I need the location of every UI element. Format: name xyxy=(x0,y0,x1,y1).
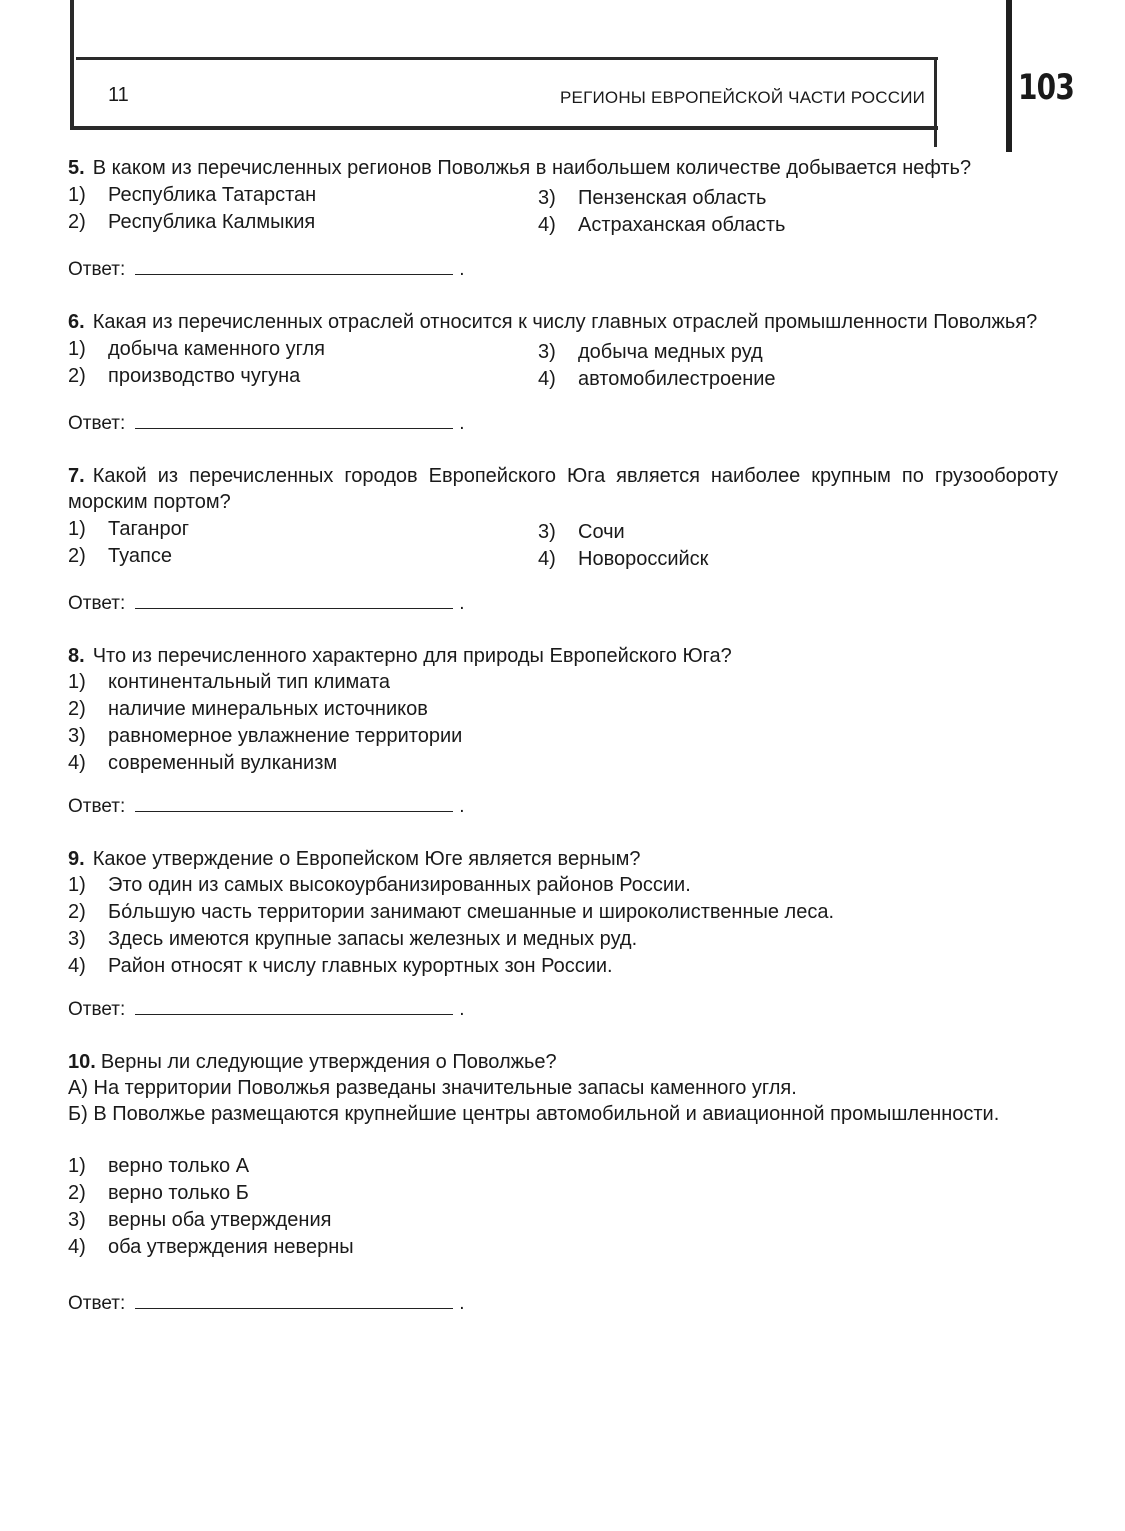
header-frame-top xyxy=(76,57,938,60)
answer-field[interactable] xyxy=(135,408,453,429)
option-text: оба утверждения неверны xyxy=(108,1236,354,1258)
question-body: В каком из перечисленных регионов Поволжья в наибольшем количестве добывается нефть? xyxy=(92,157,972,179)
question-7 xyxy=(68,463,1058,617)
option-text: Астраханская область xyxy=(578,214,786,236)
option-text: добыча медных руд xyxy=(578,341,763,363)
option-4[interactable] xyxy=(538,546,708,572)
option-1[interactable] xyxy=(68,872,1058,898)
option-1[interactable] xyxy=(68,182,538,208)
option-number: 2) xyxy=(68,901,86,923)
answer-end: . xyxy=(459,1293,465,1314)
answer-row xyxy=(68,588,1058,617)
option-number: 2) xyxy=(68,365,86,387)
option-text: Сочи xyxy=(578,521,625,543)
option-4[interactable] xyxy=(68,750,1058,776)
answer-field[interactable] xyxy=(135,254,453,275)
option-3[interactable] xyxy=(68,1207,1058,1233)
question-text xyxy=(68,1049,1058,1075)
options xyxy=(68,182,1058,239)
option-text: добыча каменного угля xyxy=(108,338,326,360)
question-5 xyxy=(68,155,1058,283)
option-number: 2) xyxy=(68,1182,86,1204)
option-3[interactable] xyxy=(68,723,1058,749)
header-frame-right xyxy=(934,57,937,147)
option-number: 3) xyxy=(538,521,556,543)
question-body: Какой из перечисленных городов Европейского Юга является наиболее крупным по грузообороту морским портом? xyxy=(68,465,1058,513)
option-text: верно только А xyxy=(108,1155,250,1177)
question-body: Что из перечисленного характерно для природы Европейского Юга? xyxy=(92,645,732,667)
option-number: 1) xyxy=(68,338,86,360)
question-9 xyxy=(68,846,1058,1023)
option-text: современный вулканизм xyxy=(108,752,338,774)
option-text: Здесь имеются крупные запасы железных и медных руд. xyxy=(108,928,638,950)
answer-label: Ответ: xyxy=(68,593,126,614)
question-text xyxy=(68,463,1058,515)
option-4[interactable] xyxy=(68,1234,1058,1260)
question-text xyxy=(68,155,1058,181)
option-4[interactable] xyxy=(538,366,776,392)
options xyxy=(68,1153,1058,1260)
option-text: Республика Татарстан xyxy=(108,184,317,206)
option-4[interactable] xyxy=(68,953,1058,979)
header-frame-left xyxy=(70,0,74,130)
page-number: 103 xyxy=(1018,68,1075,108)
option-number: 4) xyxy=(538,214,556,236)
question-text xyxy=(68,846,1058,872)
section-title: РЕГИОНЫ ЕВРОПЕЙСКОЙ ЧАСТИ РОССИИ xyxy=(560,88,926,107)
option-2[interactable] xyxy=(68,899,1058,925)
answer-field[interactable] xyxy=(135,1288,453,1309)
option-number: 1) xyxy=(68,874,86,896)
option-2[interactable] xyxy=(68,543,538,569)
answer-label: Ответ: xyxy=(68,1293,126,1314)
option-2[interactable] xyxy=(68,209,538,235)
answer-row xyxy=(68,791,1058,820)
answer-end: . xyxy=(459,796,465,817)
question-number: 9. xyxy=(68,848,85,870)
option-2[interactable] xyxy=(68,1180,1058,1206)
question-text xyxy=(68,643,1058,669)
option-3[interactable] xyxy=(68,926,1058,952)
option-text: Пензенская область xyxy=(578,187,767,209)
option-2[interactable] xyxy=(68,363,538,389)
option-text: Это один из самых высокоурбанизированных районов России. xyxy=(108,874,691,896)
chapter-number: 11 xyxy=(108,84,129,106)
option-number: 2) xyxy=(68,545,86,567)
answer-end: . xyxy=(459,999,465,1020)
options xyxy=(68,872,1058,979)
option-number: 3) xyxy=(68,725,86,747)
answer-end: . xyxy=(459,413,465,434)
option-3[interactable] xyxy=(538,339,776,365)
options xyxy=(68,516,1058,573)
header-frame-bottom xyxy=(70,126,938,130)
option-text: Район относят к числу главных курортных зон России. xyxy=(108,955,613,977)
question-body: Верны ли следующие утверждения о Поволжье? xyxy=(100,1051,557,1073)
options xyxy=(68,669,1058,776)
option-text: производство чугуна xyxy=(108,365,301,387)
question-number: 6. xyxy=(68,311,85,333)
option-number: 4) xyxy=(538,548,556,570)
option-text: Новороссийск xyxy=(578,548,709,570)
option-4[interactable] xyxy=(538,212,785,238)
question-number: 8. xyxy=(68,645,85,667)
answer-end: . xyxy=(459,259,465,280)
question-number: 5. xyxy=(68,157,85,179)
answer-label: Ответ: xyxy=(68,999,126,1020)
option-number: 3) xyxy=(538,187,556,209)
answer-label: Ответ: xyxy=(68,413,126,434)
option-number: 4) xyxy=(68,752,86,774)
option-number: 2) xyxy=(68,211,86,233)
answer-row xyxy=(68,408,1058,437)
option-text: верно только Б xyxy=(108,1182,249,1204)
option-text: Республика Калмыкия xyxy=(108,211,316,233)
question-8 xyxy=(68,643,1058,820)
question-number: 7. xyxy=(68,465,85,487)
question-text xyxy=(68,309,1058,335)
option-number: 3) xyxy=(68,928,86,950)
question-body: Какая из перечисленных отраслей относится к числу главных отраслей промышленности Поволжья? xyxy=(92,311,1038,333)
answer-field[interactable] xyxy=(135,588,453,609)
option-1[interactable] xyxy=(68,1153,1058,1179)
option-3[interactable] xyxy=(538,519,708,545)
option-3[interactable] xyxy=(538,185,785,211)
option-number: 1) xyxy=(68,671,86,693)
option-number: 1) xyxy=(68,1155,86,1177)
option-2[interactable] xyxy=(68,696,1058,722)
option-number: 3) xyxy=(538,341,556,363)
answer-end: . xyxy=(459,593,465,614)
option-number: 4) xyxy=(538,368,556,390)
options xyxy=(68,336,1058,393)
answer-label: Ответ: xyxy=(68,796,126,817)
statement-b: Б) В Поволжье размещаются крупнейшие центры автомобильной и авиационной промышленности. xyxy=(68,1103,1000,1125)
option-text: Таганрог xyxy=(108,518,190,540)
question-body: Какое утверждение о Европейском Юге является верным? xyxy=(92,848,641,870)
option-1[interactable] xyxy=(68,516,538,542)
answer-field[interactable] xyxy=(135,994,453,1015)
option-text: континентальный тип климата xyxy=(108,671,391,693)
statement-a: А) На территории Поволжья разведаны значительные запасы каменного угля. xyxy=(68,1077,797,1099)
option-text: наличие минеральных источников xyxy=(108,698,428,720)
option-number: 3) xyxy=(68,1209,86,1231)
questions-list xyxy=(68,155,1058,1317)
question-6 xyxy=(68,309,1058,437)
option-number: 4) xyxy=(68,955,86,977)
option-text: автомобилестроение xyxy=(578,368,776,390)
option-number: 4) xyxy=(68,1236,86,1258)
page-edge-bar xyxy=(1006,0,1012,152)
question-10 xyxy=(68,1049,1058,1317)
option-1[interactable] xyxy=(68,336,538,362)
option-number: 2) xyxy=(68,698,86,720)
option-number: 1) xyxy=(68,184,86,206)
answer-row xyxy=(68,254,1058,283)
answer-field[interactable] xyxy=(135,791,453,812)
option-text: равномерное увлажнение территории xyxy=(108,725,463,747)
option-1[interactable] xyxy=(68,669,1058,695)
option-text: Бо́льшую часть территории занимают смешанные и широколиственные леса. xyxy=(108,901,835,923)
answer-label: Ответ: xyxy=(68,259,126,280)
option-text: Туапсе xyxy=(108,545,172,567)
answer-row xyxy=(68,1288,1058,1317)
option-text: верны оба утверждения xyxy=(108,1209,332,1231)
answer-row xyxy=(68,994,1058,1023)
option-number: 1) xyxy=(68,518,86,540)
question-number: 10. xyxy=(68,1051,96,1073)
